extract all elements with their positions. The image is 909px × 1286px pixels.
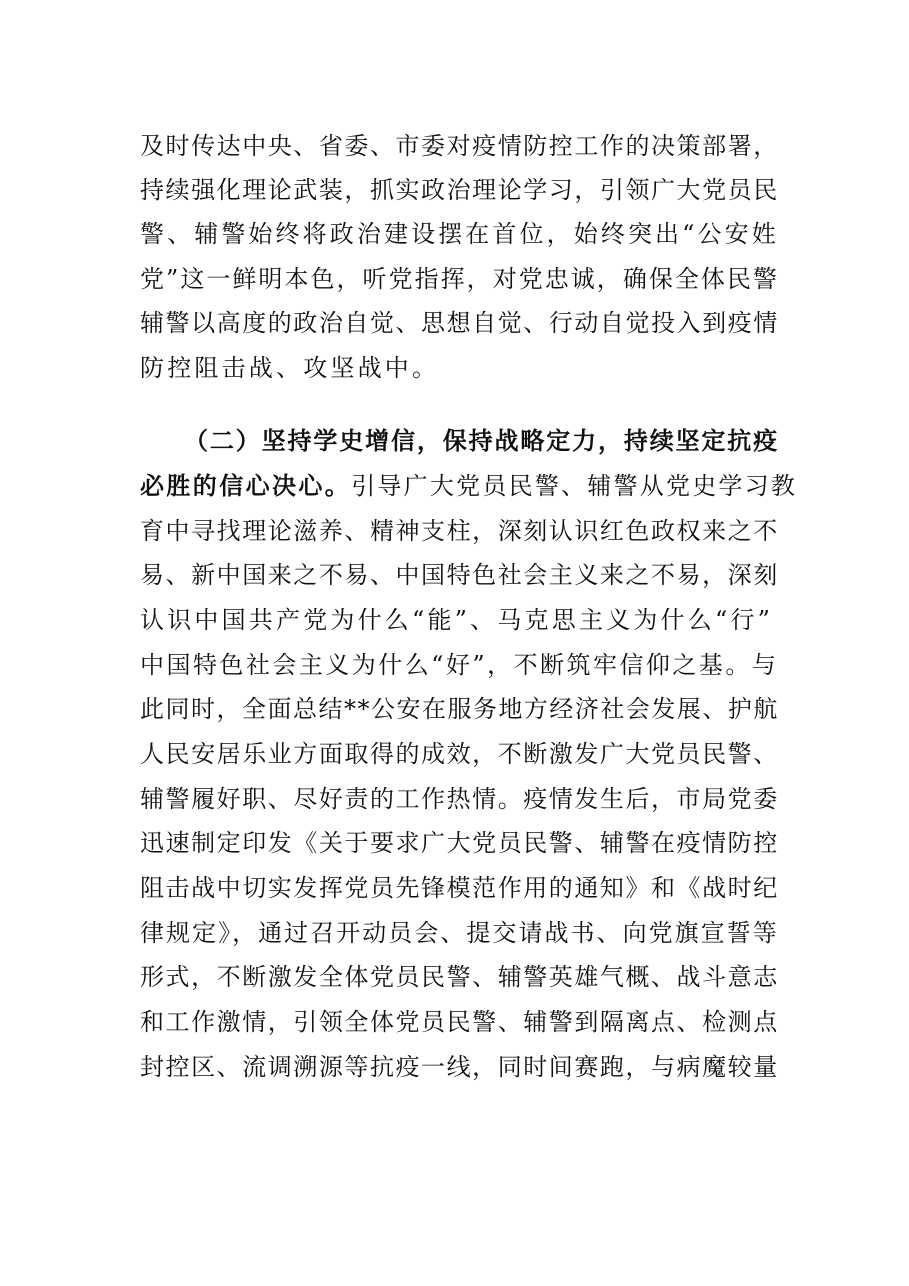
- paragraph-2-line: 形式，不断激发全体党员民警、辅警英雄气概、战斗意志: [140, 963, 779, 991]
- paragraph-2-line: 封控区、流调溯源等抗疫一线，同时间赛跑，与病魔较量: [140, 1053, 779, 1081]
- paragraph-2-line: 易、新中国来之不易、中国特色社会主义来之不易，深刻: [140, 561, 779, 589]
- paragraph-2-line: 辅警履好职、尽好责的工作热情。疫情发生后，市局党委: [140, 785, 779, 813]
- paragraph-2-line: 认识中国共产党为什么“能”、马克思主义为什么“行”: [140, 606, 774, 634]
- paragraph-1-line: 警、辅警始终将政治建设摆在首位，始终突出“公安姓: [140, 220, 779, 248]
- paragraph-1-line: 辅警以高度的政治自觉、思想自觉、行动自觉投入到疫情: [140, 309, 779, 337]
- paragraph-2-line: 此同时，全面总结**公安在服务地方经济社会发展、护航: [140, 695, 779, 723]
- paragraph-2-line: 和工作激情，引领全体党员民警、辅警到隔离点、检测点: [140, 1008, 779, 1036]
- paragraph-2-line: 律规定》，通过召开动员会、提交请战书、向党旗宣誓等: [140, 919, 779, 947]
- paragraph-1-line: 防控阻击战、攻坚战中。: [140, 354, 440, 382]
- paragraph-2-line: 阻击战中切实发挥党员先锋模范作用的通知》和《战时纪: [140, 874, 779, 902]
- paragraph-1-line: 持续强化理论武装，抓实政治理论学习，引领广大党员民: [140, 176, 779, 204]
- paragraph-1-line: 党”这一鲜明本色，听党指挥，对党忠诚，确保全体民警: [140, 265, 780, 293]
- paragraph-2-line: 育中寻找理论滋养、精神支柱，深刻认识红色政权来之不: [140, 517, 779, 545]
- paragraph-2-line: 人民安居乐业方面取得的成效，不断激发广大党员民警、: [140, 740, 779, 768]
- section-heading: （二）坚持学史增信，保持战略定力，持续坚定抗疫: [184, 427, 780, 455]
- paragraph-2-line: 中国特色社会主义为什么“好”，不断筑牢信仰之基。与: [140, 651, 779, 679]
- paragraph-1-line: 及时传达中央、省委、市委对疫情防控工作的决策部署，: [140, 132, 779, 160]
- paragraph-2-line: [140, 466, 797, 506]
- paragraph-2-text: 引导广大党员民警、辅警从党史学习教: [351, 472, 798, 500]
- paragraph-2-line: 迅速制定印发《关于要求广大党员民警、辅警在疫情防控: [140, 829, 779, 857]
- section-heading-continued: 必胜的信心决心。: [140, 472, 352, 500]
